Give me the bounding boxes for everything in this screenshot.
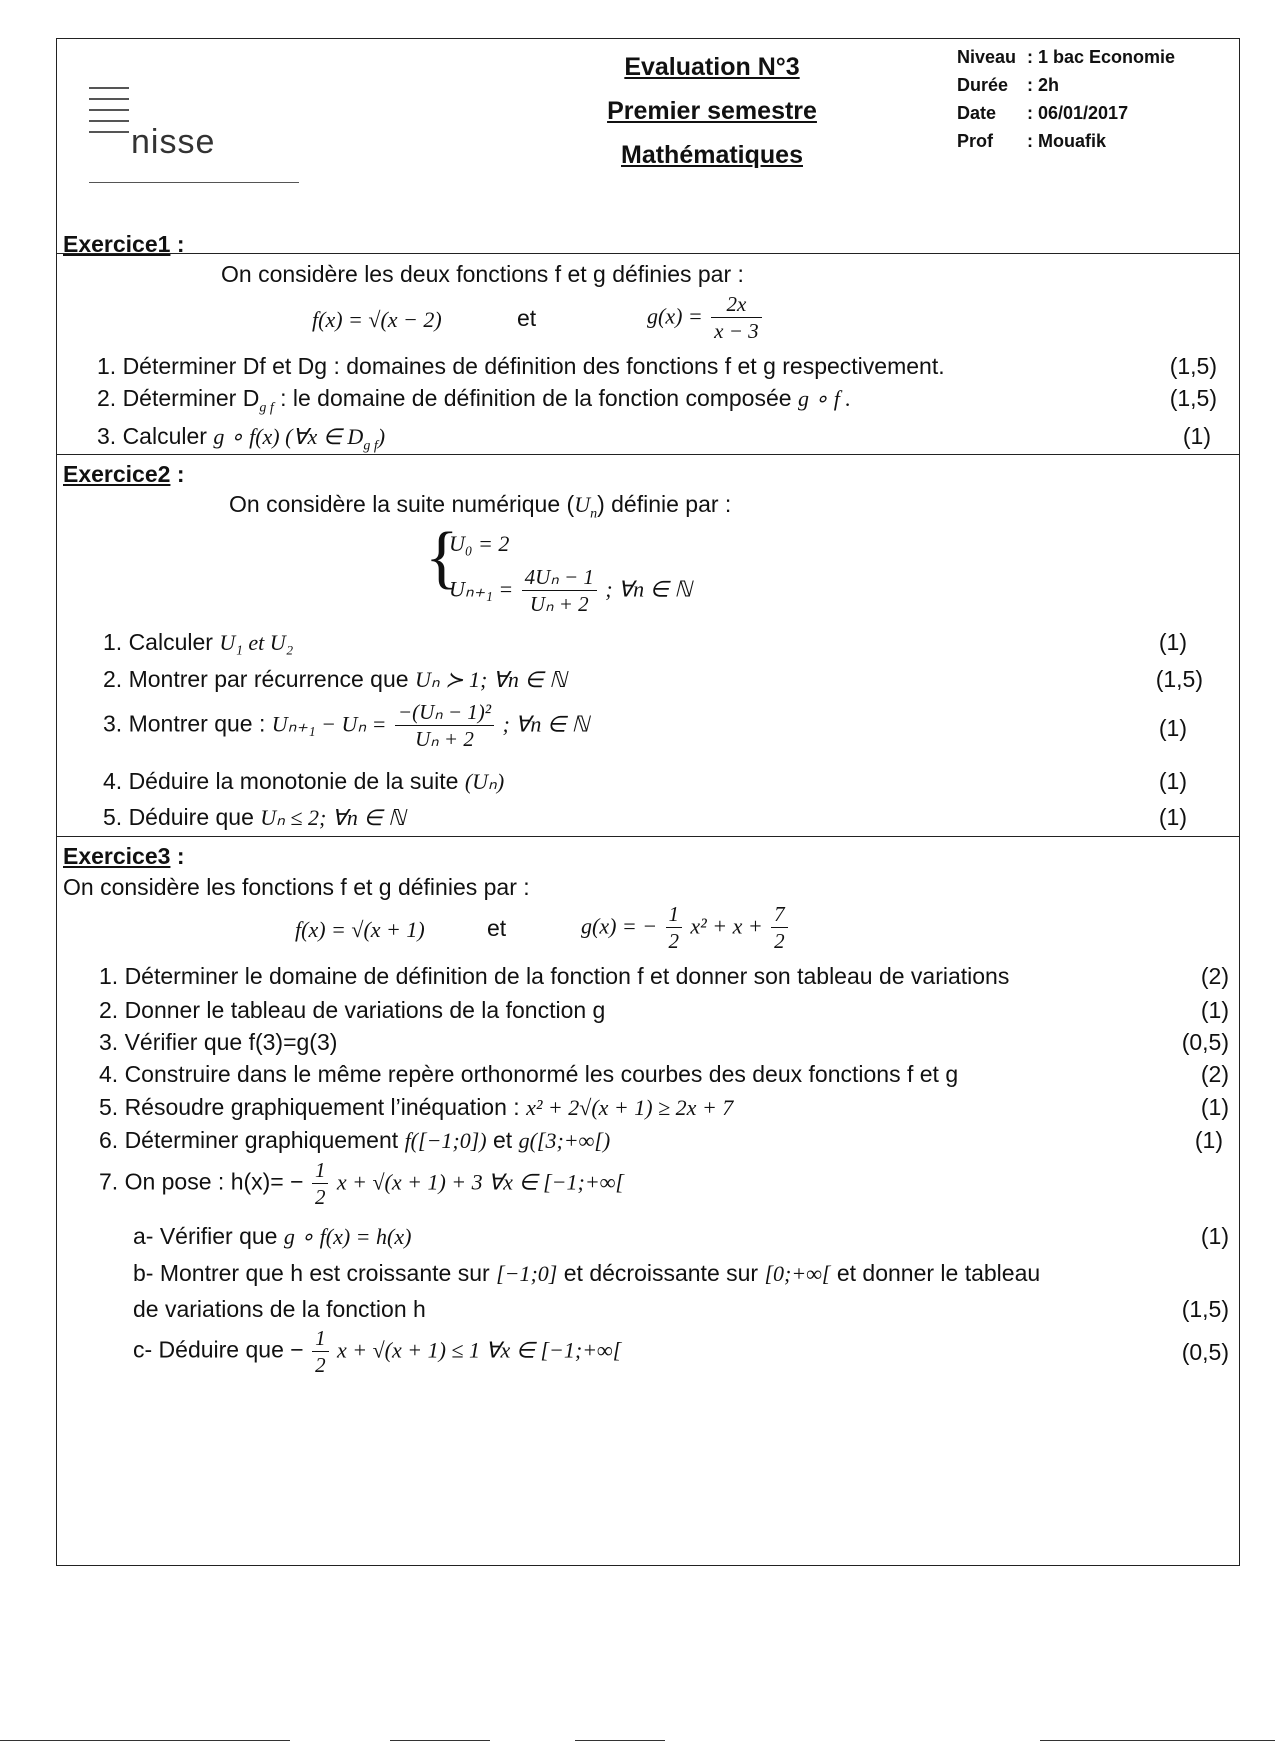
- ex3-sub-c: c- Déduire que − $\frac{1}{2}$ x + √(x + 1) ≤ 1 ∀x ∈ [−1;+∞[: [133, 1326, 622, 1377]
- ex3-item-7: 7. On pose : h(x)= − $\frac{1}{2}$ x + √(x + 1) + 3 ∀x ∈ [−1;+∞[: [99, 1158, 624, 1209]
- ex2-item-4-points: (1): [1158, 768, 1187, 794]
- ex2-item-1: 1. Calculer U₁ et U₂: [103, 629, 294, 655]
- exam-frame: [56, 38, 1240, 1566]
- ex2-item-4: 4. Déduire la monotonie de la suite (Uₙ): [103, 768, 505, 794]
- ex3-g-definition: g(x) = − $\frac{1}{2}$ x² + x + $\frac{7}{2}$: [581, 901, 790, 954]
- exercise2-title: Exercice2 :: [63, 461, 185, 487]
- exam-subject: Mathématiques: [621, 141, 803, 169]
- header: [57, 39, 1239, 254]
- exercise1-title: Exercice1 :: [63, 231, 185, 257]
- ex1-f-definition: f(x) = √(x − 2): [312, 307, 442, 332]
- ex3-sub-b-points: (1,5): [1181, 1296, 1229, 1322]
- exercise1-intro: On considère les deux fonctions f et g définies par :: [221, 261, 744, 287]
- ex2-item-5-points: (1): [1158, 804, 1187, 830]
- ex3-item-4: 4. Construire dans le même repère orthonormé les courbes des deux fonctions f et g: [99, 1061, 959, 1087]
- footer-rule-mid1: [390, 1740, 490, 1741]
- exercise3-title: Exercice3 :: [63, 843, 185, 869]
- ex3-sub-a: a- Vérifier que g ∘ f(x) = h(x): [133, 1223, 412, 1249]
- ex3-item-3: 3. Vérifier que f(3)=g(3): [99, 1029, 338, 1055]
- system-brace: {: [425, 519, 459, 596]
- ex1-item-2-points: (1,5): [1169, 385, 1217, 411]
- ex3-item-4-points: (2): [1200, 1061, 1229, 1087]
- footer-rule-right: [1040, 1740, 1275, 1741]
- ex3-sub-a-points: (1): [1200, 1223, 1229, 1249]
- ex1-item-3-points: (1): [1182, 423, 1211, 449]
- ex3-item-5: 5. Résoudre graphiquement l’inéquation : x² + 2√(x + 1) ≥ 2x + 7: [99, 1094, 734, 1120]
- exam-titles: [477, 45, 947, 177]
- meta-row-prof: Prof : Mouafik: [957, 131, 1106, 151]
- ex3-item-2-points: (1): [1200, 997, 1229, 1023]
- ex3-item-6-points: (1): [1194, 1127, 1223, 1153]
- logo-lines-icon: [89, 87, 129, 142]
- school-logo: [89, 57, 289, 217]
- ex3-f-definition: f(x) = √(x + 1): [295, 917, 425, 942]
- ex1-and: et: [517, 305, 537, 331]
- meta-row-duration: Durée : 2h: [957, 75, 1060, 95]
- separator-2: [57, 836, 1239, 837]
- ex2-item-3-points: (1): [1158, 715, 1187, 741]
- footer-rule-left: [0, 1740, 290, 1741]
- ex3-item-2: 2. Donner le tableau de variations de la fonction g: [99, 997, 606, 1023]
- ex2-item-5: 5. Déduire que Uₙ ≤ 2; ∀n ∈ ℕ: [103, 804, 406, 830]
- exam-semester: Premier semestre: [607, 97, 817, 125]
- ex3-sub-b-line2: de variations de la fonction h: [133, 1296, 426, 1322]
- ex1-item-3: 3. Calculer g ∘ f(x) (∀x ∈ $D_{g f}$): [97, 423, 386, 454]
- ex1-item-1: 1. Déterminer Df et Dg : domaines de définition des fonctions f et g respectivement.: [97, 353, 945, 379]
- separator-1: [57, 454, 1239, 455]
- exam-title: Evaluation N°3: [624, 53, 800, 81]
- ex2-item-2: 2. Montrer par récurrence que Uₙ ≻ 1; ∀n ∈ ℕ: [103, 666, 567, 692]
- ex3-item-1: 1. Déterminer le domaine de définition de la fonction f et donner son tableau de variations: [99, 963, 1010, 989]
- ex3-item-6: 6. Déterminer graphiquement f([−1;0]) et g([3;+∞[): [99, 1127, 611, 1153]
- logo-text: nisse: [131, 123, 216, 161]
- ex3-item-1-points: (2): [1200, 963, 1229, 989]
- ex1-g-definition: g(x) = $\frac{2x}{x - 3}$: [647, 291, 764, 344]
- meta-row-level: Niveau : 1 bac Economie: [957, 47, 1176, 67]
- ex3-sub-b: b- Montrer que h est croissante sur [−1;0] et décroissante sur [0;+∞[ et donner le tableau: [133, 1260, 1041, 1286]
- ex2-item-2-points: (1,5): [1155, 666, 1203, 692]
- ex2-item-1-points: (1): [1158, 629, 1187, 655]
- exam-meta: [957, 43, 1175, 155]
- ex2-recurrence: Uₙ₊₁ = $\frac{\text{4Uₙ − 1}}{\text{Uₙ + 2}}$ ; ∀n ∈ ℕ: [449, 565, 692, 616]
- footer-rule-mid2: [575, 1740, 665, 1741]
- logo-rule: [89, 182, 299, 183]
- ex2-initial-term: U₀ = 2: [449, 531, 510, 556]
- ex1-item-2: 2. Déterminer $D_{g f}$ : le domaine de définition de la fonction composée g ∘ f .: [97, 385, 851, 416]
- ex3-item-5-points: (1): [1200, 1094, 1229, 1120]
- ex2-item-3: 3. Montrer que : Uₙ₊₁ − Uₙ = $\frac{\text{−(Uₙ − 1)²}}{\text{Uₙ + 2}}$ ; ∀n ∈ ℕ: [103, 700, 590, 751]
- exercise2-intro: On considère la suite numérique $(U_n)$ définie par :: [229, 491, 732, 522]
- exercise3-intro: On considère les fonctions f et g définies par :: [63, 874, 530, 900]
- ex3-and: et: [487, 915, 507, 941]
- ex3-item-3-points: (0,5): [1181, 1029, 1229, 1055]
- ex1-item-1-points: (1,5): [1169, 353, 1217, 379]
- meta-row-date: Date : 06/01/2017: [957, 103, 1129, 123]
- ex3-sub-c-points: (0,5): [1181, 1339, 1229, 1365]
